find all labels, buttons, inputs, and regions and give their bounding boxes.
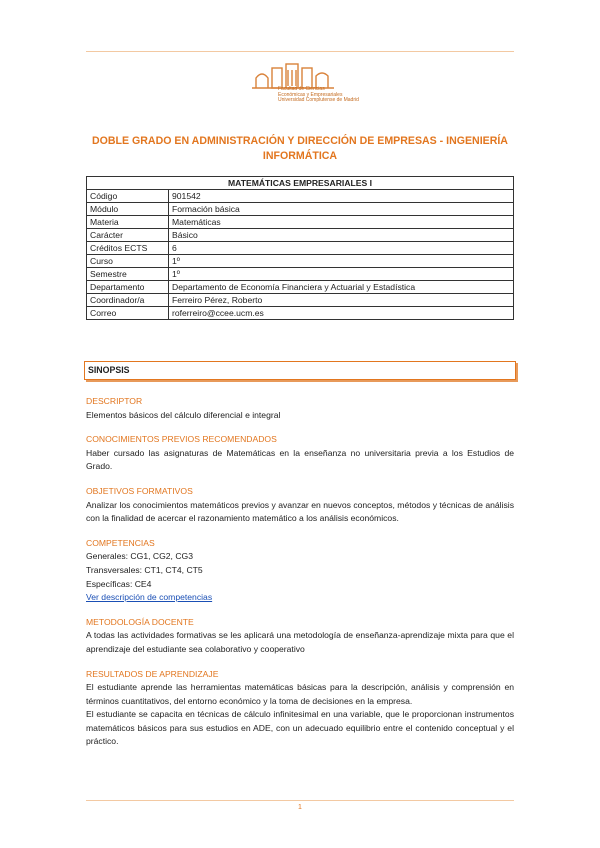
table-row bbox=[87, 268, 514, 281]
table-row bbox=[87, 281, 514, 294]
descriptor-heading: DESCRIPTOR bbox=[86, 396, 143, 406]
row-value: 1º bbox=[169, 268, 514, 281]
row-value: Matemáticas bbox=[169, 216, 514, 229]
row-value: Formación básica bbox=[169, 203, 514, 216]
course-info-table bbox=[86, 176, 514, 320]
resultados-paragraph-2: El estudiante se capacita en técnicas de cálculo infinitesimal en una variable, que le proporcionan instrumentos matemáticos básicos para sus estudios en ADE, con un adecuado equilibrio entre el contenido conceptual y el práctico. bbox=[86, 709, 514, 747]
competencias-transversales: Transversales: CT1, CT4, CT5 bbox=[86, 564, 203, 575]
competencias-heading: COMPETENCIAS bbox=[86, 537, 155, 548]
competencias-generales: Generales: CG1, CG2, CG3 bbox=[86, 551, 193, 562]
table-row bbox=[87, 242, 514, 255]
row-key: Código bbox=[87, 190, 169, 203]
conocimientos-heading: CONOCIMIENTOS PREVIOS RECOMENDADOS bbox=[86, 434, 277, 445]
table-row bbox=[87, 255, 514, 268]
table-row bbox=[87, 216, 514, 229]
conocimientos-text: Haber cursado las asignaturas de Matemáticas en la enseñanza no universitaria previa a los Estudios de Grado. bbox=[86, 447, 514, 472]
row-key: Curso bbox=[87, 255, 169, 268]
row-key: Departamento bbox=[87, 281, 169, 294]
sinopsis-content bbox=[86, 395, 514, 760]
row-key: Carácter bbox=[87, 229, 169, 242]
objetivos-text: Analizar los conocimientos matemáticos previos y avanzar en nuevos conceptos, métodos y técnicas de análisis con la finalidad de acercar el razonamiento matemático a los análisis económicos. bbox=[86, 499, 514, 524]
logo-line-3: Universidad Complutense de Madrid bbox=[278, 97, 359, 103]
row-value: roferreiro@ccee.ucm.es bbox=[169, 307, 514, 320]
logo-line-1: Facultad de Ciencias bbox=[278, 86, 325, 92]
row-key: Créditos ECTS bbox=[87, 242, 169, 255]
table-row bbox=[87, 294, 514, 307]
course-name: MATEMÁTICAS EMPRESARIALES I bbox=[87, 177, 514, 190]
competencias-block bbox=[86, 550, 514, 604]
resultados-paragraph-1: El estudiante aprende las herramientas matemáticas básicas para la descripción, análisis y comprensión en términos cuantitativos, del entorno económico y la toma de decisiones en la empresa. bbox=[86, 682, 514, 706]
resultados-block bbox=[86, 681, 514, 749]
sinopsis-heading: SINOPSIS bbox=[84, 361, 516, 380]
footer-rule bbox=[86, 800, 514, 801]
table-row bbox=[87, 190, 514, 203]
row-value: Departamento de Economía Financiera y Actuarial y Estadística bbox=[169, 281, 514, 294]
competencias-especificas: Específicas: CE4 bbox=[86, 578, 152, 589]
row-value: Ferreiro Pérez, Roberto bbox=[169, 294, 514, 307]
page-number: 1 bbox=[298, 804, 302, 811]
table-row bbox=[87, 203, 514, 216]
row-key: Correo bbox=[87, 307, 169, 320]
table-header-row bbox=[87, 177, 514, 190]
objetivos-heading: OBJETIVOS FORMATIVOS bbox=[86, 485, 193, 496]
logo-caption bbox=[278, 87, 359, 104]
row-key: Coordinador/a bbox=[87, 294, 169, 307]
metodologia-text: A todas las actividades formativas se les aplicará una metodología de enseñanza-aprendizaje mixta para que el aprendizaje del estudiante sea colaborativo y cooperativo bbox=[86, 630, 514, 654]
descriptor-text: Elementos básicos del cálculo diferencial e integral bbox=[86, 409, 281, 420]
row-value: 1º bbox=[169, 255, 514, 268]
row-key: Semestre bbox=[87, 268, 169, 281]
row-key: Materia bbox=[87, 216, 169, 229]
row-value: Básico bbox=[169, 229, 514, 242]
table-row bbox=[87, 307, 514, 320]
row-value: 901542 bbox=[169, 190, 514, 203]
metodologia-heading: METODOLOGÍA DOCENTE bbox=[86, 616, 194, 627]
header-rule bbox=[86, 51, 514, 52]
page-title: DOBLE GRADO EN ADMINISTRACIÓN Y DIRECCIÓN DE EMPRESAS - INGENIERÍA INFORMÁTICA bbox=[92, 135, 508, 162]
table-row bbox=[87, 229, 514, 242]
logo-line-2: Económicas y Empresariales bbox=[278, 91, 343, 98]
row-key: Módulo bbox=[87, 203, 169, 216]
resultados-heading: RESULTADOS DE APRENDIZAJE bbox=[86, 668, 219, 679]
row-value: 6 bbox=[169, 242, 514, 255]
competencias-link[interactable]: Ver descripción de competencias bbox=[86, 592, 213, 603]
